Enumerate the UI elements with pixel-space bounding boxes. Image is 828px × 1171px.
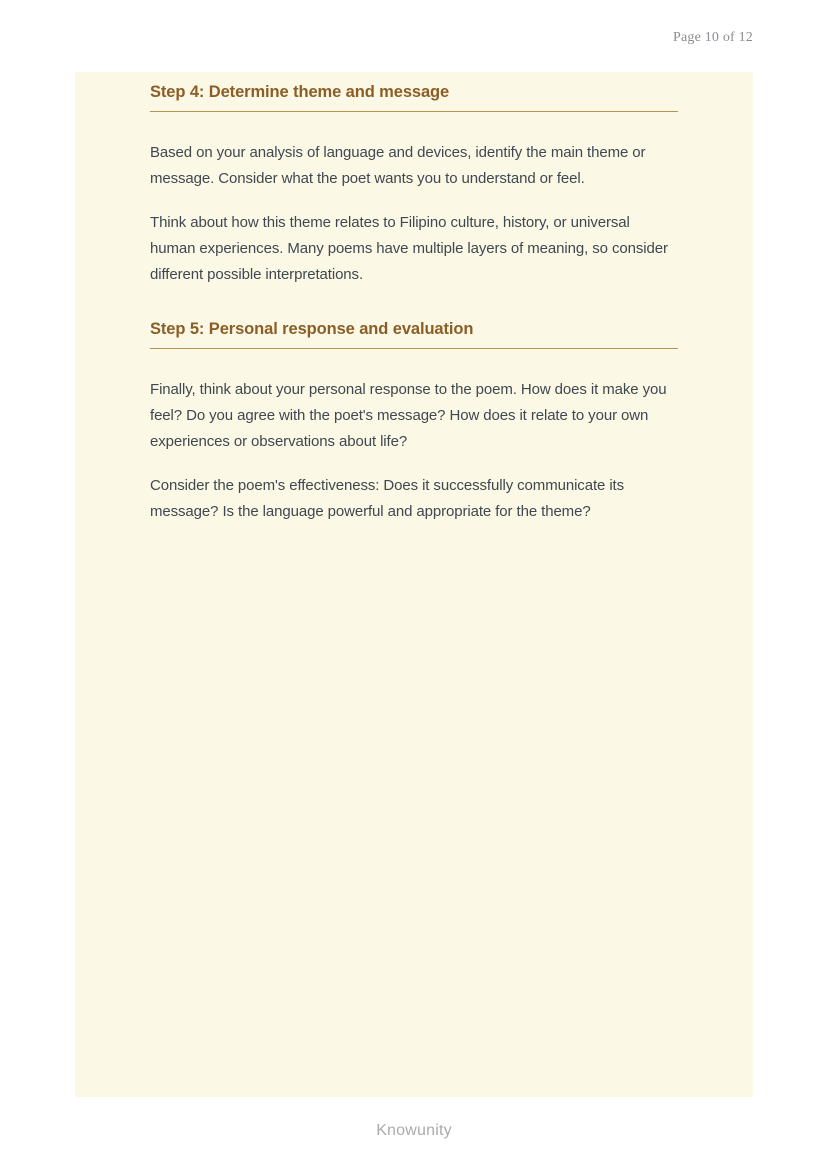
section-step-5 xyxy=(150,317,678,525)
paragraph: Think about how this theme relates to Filipino culture, history, or universal human experiences. Many poems have multiple layers of meaning, so consider different possible interpretations. xyxy=(150,214,668,283)
section-heading-step-5: Step 5: Personal response and evaluation xyxy=(150,317,678,349)
content-sheet xyxy=(75,72,753,1097)
brand-wordmark: Knowunity xyxy=(376,1122,452,1139)
paragraph: Consider the poem's effectiveness: Does it successfully communicate its message? Is the language powerful and appropriate for the theme? xyxy=(150,477,625,520)
paragraph: Based on your analysis of language and devices, identify the main theme or message. Consider what the poet wants you to understand or feel. xyxy=(150,144,646,187)
section-step-4 xyxy=(150,80,678,288)
page-indicator: Page 10 of 12 xyxy=(673,30,753,45)
section-heading-step-4: Step 4: Determine theme and message xyxy=(150,80,678,112)
paragraph: Finally, think about your personal response to the poem. How does it make you feel? Do you agree with the poet's message? How does it relate to your own experiences or observations about life? xyxy=(150,381,667,450)
page-footer xyxy=(0,1122,828,1140)
